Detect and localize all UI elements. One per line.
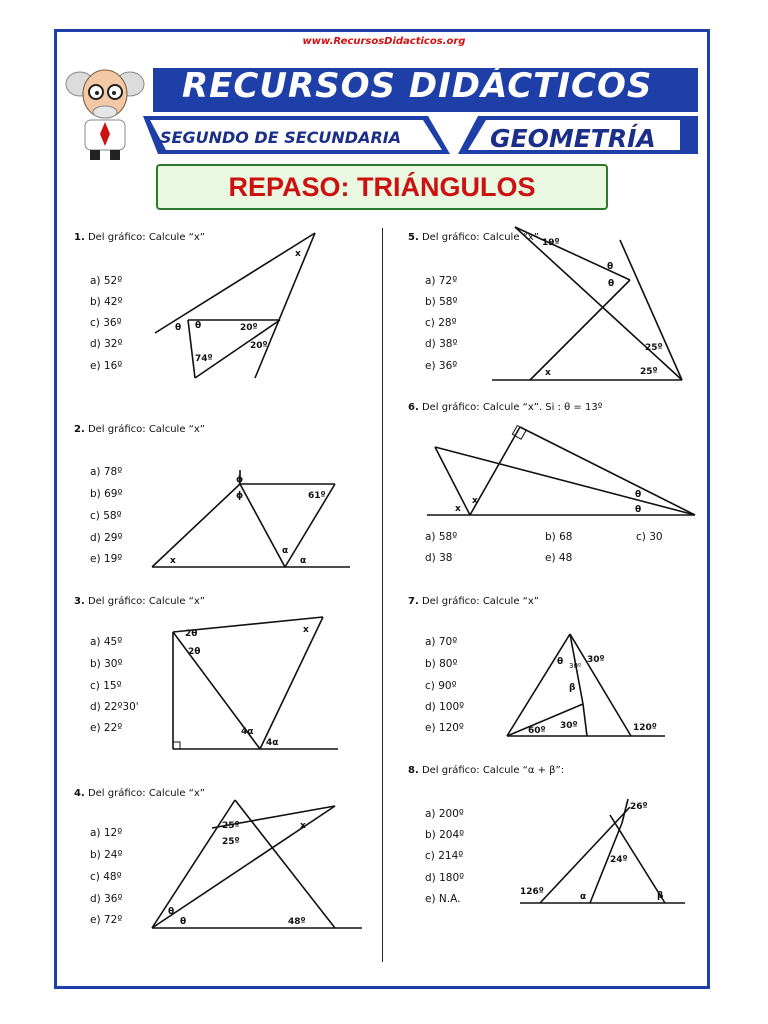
problem-number: 6. [408, 402, 419, 413]
option: c) 214º [425, 850, 464, 862]
label: θ [635, 505, 642, 515]
option: c) 48º [90, 871, 122, 883]
problem-prompt: Del gráfico: Calcule “α + β”: [421, 765, 565, 776]
problem-number: 5. [408, 232, 419, 243]
label: θ [175, 323, 182, 333]
option: b) 30º [90, 658, 123, 670]
option: d) 22º30' [90, 701, 139, 713]
problem-5-figure [490, 225, 690, 385]
column-divider [382, 228, 383, 962]
label: 4α [241, 727, 254, 737]
label: x [472, 496, 478, 506]
problem-2-statement [74, 424, 205, 435]
label: 120º [633, 723, 657, 733]
problem-number: 1. [74, 232, 85, 243]
option: e) 22º [90, 722, 123, 734]
label: θ [168, 907, 175, 917]
problem-2-figure [150, 462, 360, 572]
option: b) 69º [90, 488, 123, 500]
label: 20º [240, 323, 258, 333]
option: b) 68 [545, 531, 573, 543]
label: 2θ [188, 647, 201, 657]
label: 26º [630, 802, 648, 812]
label: β [657, 891, 664, 901]
option: a) 70º [425, 636, 458, 648]
option: c) 58º [90, 510, 122, 522]
option: b) 42º [90, 296, 123, 308]
option: e) N.A. [425, 893, 461, 905]
label: 2θ [185, 629, 198, 639]
option: e) 48 [545, 552, 573, 564]
option: a) 45º [90, 636, 123, 648]
brand-title: RECURSOS DIDÁCTICOS [182, 66, 653, 106]
option: c) 30 [636, 531, 663, 543]
option: b) 24º [90, 849, 123, 861]
site-url[interactable]: www.RecursosDidacticos.org [302, 36, 466, 47]
option: a) 58º [425, 531, 458, 543]
option: a) 52º [90, 275, 123, 287]
label: θ [607, 262, 614, 272]
label: α [580, 892, 587, 902]
problem-prompt: Del gráfico: Calcule “x” [87, 788, 205, 799]
label: x [300, 821, 306, 831]
label: 30º [560, 721, 578, 731]
label: θ [608, 279, 615, 289]
label: 60º [528, 726, 546, 736]
label: 30º [587, 655, 605, 665]
problem-4-figure [150, 798, 365, 933]
problem-number: 4. [74, 788, 85, 799]
label: α [282, 546, 289, 556]
problem-8-statement [408, 765, 564, 776]
option: c) 36º [90, 317, 122, 329]
subject-label: GEOMETRÍA [490, 124, 656, 153]
label: θ [635, 490, 642, 500]
label: 30º [569, 662, 582, 670]
label: 4α [266, 738, 279, 748]
label: 24º [610, 855, 628, 865]
problem-3-statement [74, 596, 205, 607]
label: 25º [222, 837, 240, 847]
option: d) 29º [90, 532, 123, 544]
option: d) 38º [425, 338, 458, 350]
label: 61º [308, 491, 326, 501]
problem-prompt: Del gráfico: Calcule “x” [421, 596, 539, 607]
option: c) 15º [90, 680, 122, 692]
option: d) 180º [425, 872, 465, 884]
label: θ [195, 321, 202, 331]
option: d) 32º [90, 338, 123, 350]
problem-3-figure [168, 612, 343, 752]
label: x [303, 625, 309, 635]
label: ϕ [236, 475, 244, 485]
label: 25º [222, 821, 240, 831]
problem-7-statement [408, 596, 539, 607]
problem-prompt: Del gráfico: Calcule “x” [421, 232, 539, 243]
problem-number: 2. [74, 424, 85, 435]
grade-label: SEGUNDO DE SECUNDARIA [160, 128, 402, 147]
option: a) 200º [425, 808, 464, 820]
problem-number: 7. [408, 596, 419, 607]
label: x [295, 249, 301, 259]
problem-8-figure [500, 795, 690, 910]
label: ϕ [236, 491, 244, 501]
title-box [156, 164, 608, 210]
option: e) 72º [90, 914, 123, 926]
problem-7-figure [505, 632, 685, 740]
problem-6-figure [425, 425, 700, 520]
label: 126º [520, 887, 544, 897]
option: a) 78º [90, 466, 123, 478]
problem-prompt: Del gráfico: Calcule “x”. Si : θ = 13º [421, 402, 603, 413]
problem-prompt: Del gráfico: Calcule “x” [87, 596, 205, 607]
label: α [300, 556, 307, 566]
label: 20º [250, 341, 268, 351]
option: e) 36º [425, 360, 458, 372]
option: e) 120º [425, 722, 464, 734]
problem-1-figure [150, 228, 330, 388]
option: b) 80º [425, 658, 458, 670]
option: c) 28º [425, 317, 457, 329]
option: e) 19º [90, 553, 123, 565]
label: x [455, 504, 461, 514]
professor-logo [60, 62, 152, 162]
label: 25º [640, 367, 658, 377]
label: 74º [195, 354, 213, 364]
problem-prompt: Del gráfico: Calcule “x” [87, 232, 205, 243]
label: θ [557, 657, 564, 667]
option: d) 36º [90, 893, 123, 905]
option: e) 16º [90, 360, 123, 372]
problem-prompt: Del gráfico: Calcule “x” [87, 424, 205, 435]
label: x [170, 556, 176, 566]
option: d) 100º [425, 701, 465, 713]
label: 19º [542, 238, 560, 248]
label: x [545, 368, 551, 378]
label: 25º [645, 343, 663, 353]
problem-number: 8. [408, 765, 419, 776]
label: θ [180, 917, 187, 927]
option: a) 72º [425, 275, 458, 287]
label: 48º [288, 917, 306, 927]
problem-number: 3. [74, 596, 85, 607]
label: β [569, 683, 576, 693]
option: a) 12º [90, 827, 123, 839]
page-title: REPASO: TRIÁNGULOS [228, 172, 536, 202]
option: b) 58º [425, 296, 458, 308]
option: d) 38 [425, 552, 453, 564]
option: b) 204º [425, 829, 465, 841]
option: c) 90º [425, 680, 457, 692]
problem-6-statement [408, 402, 602, 413]
